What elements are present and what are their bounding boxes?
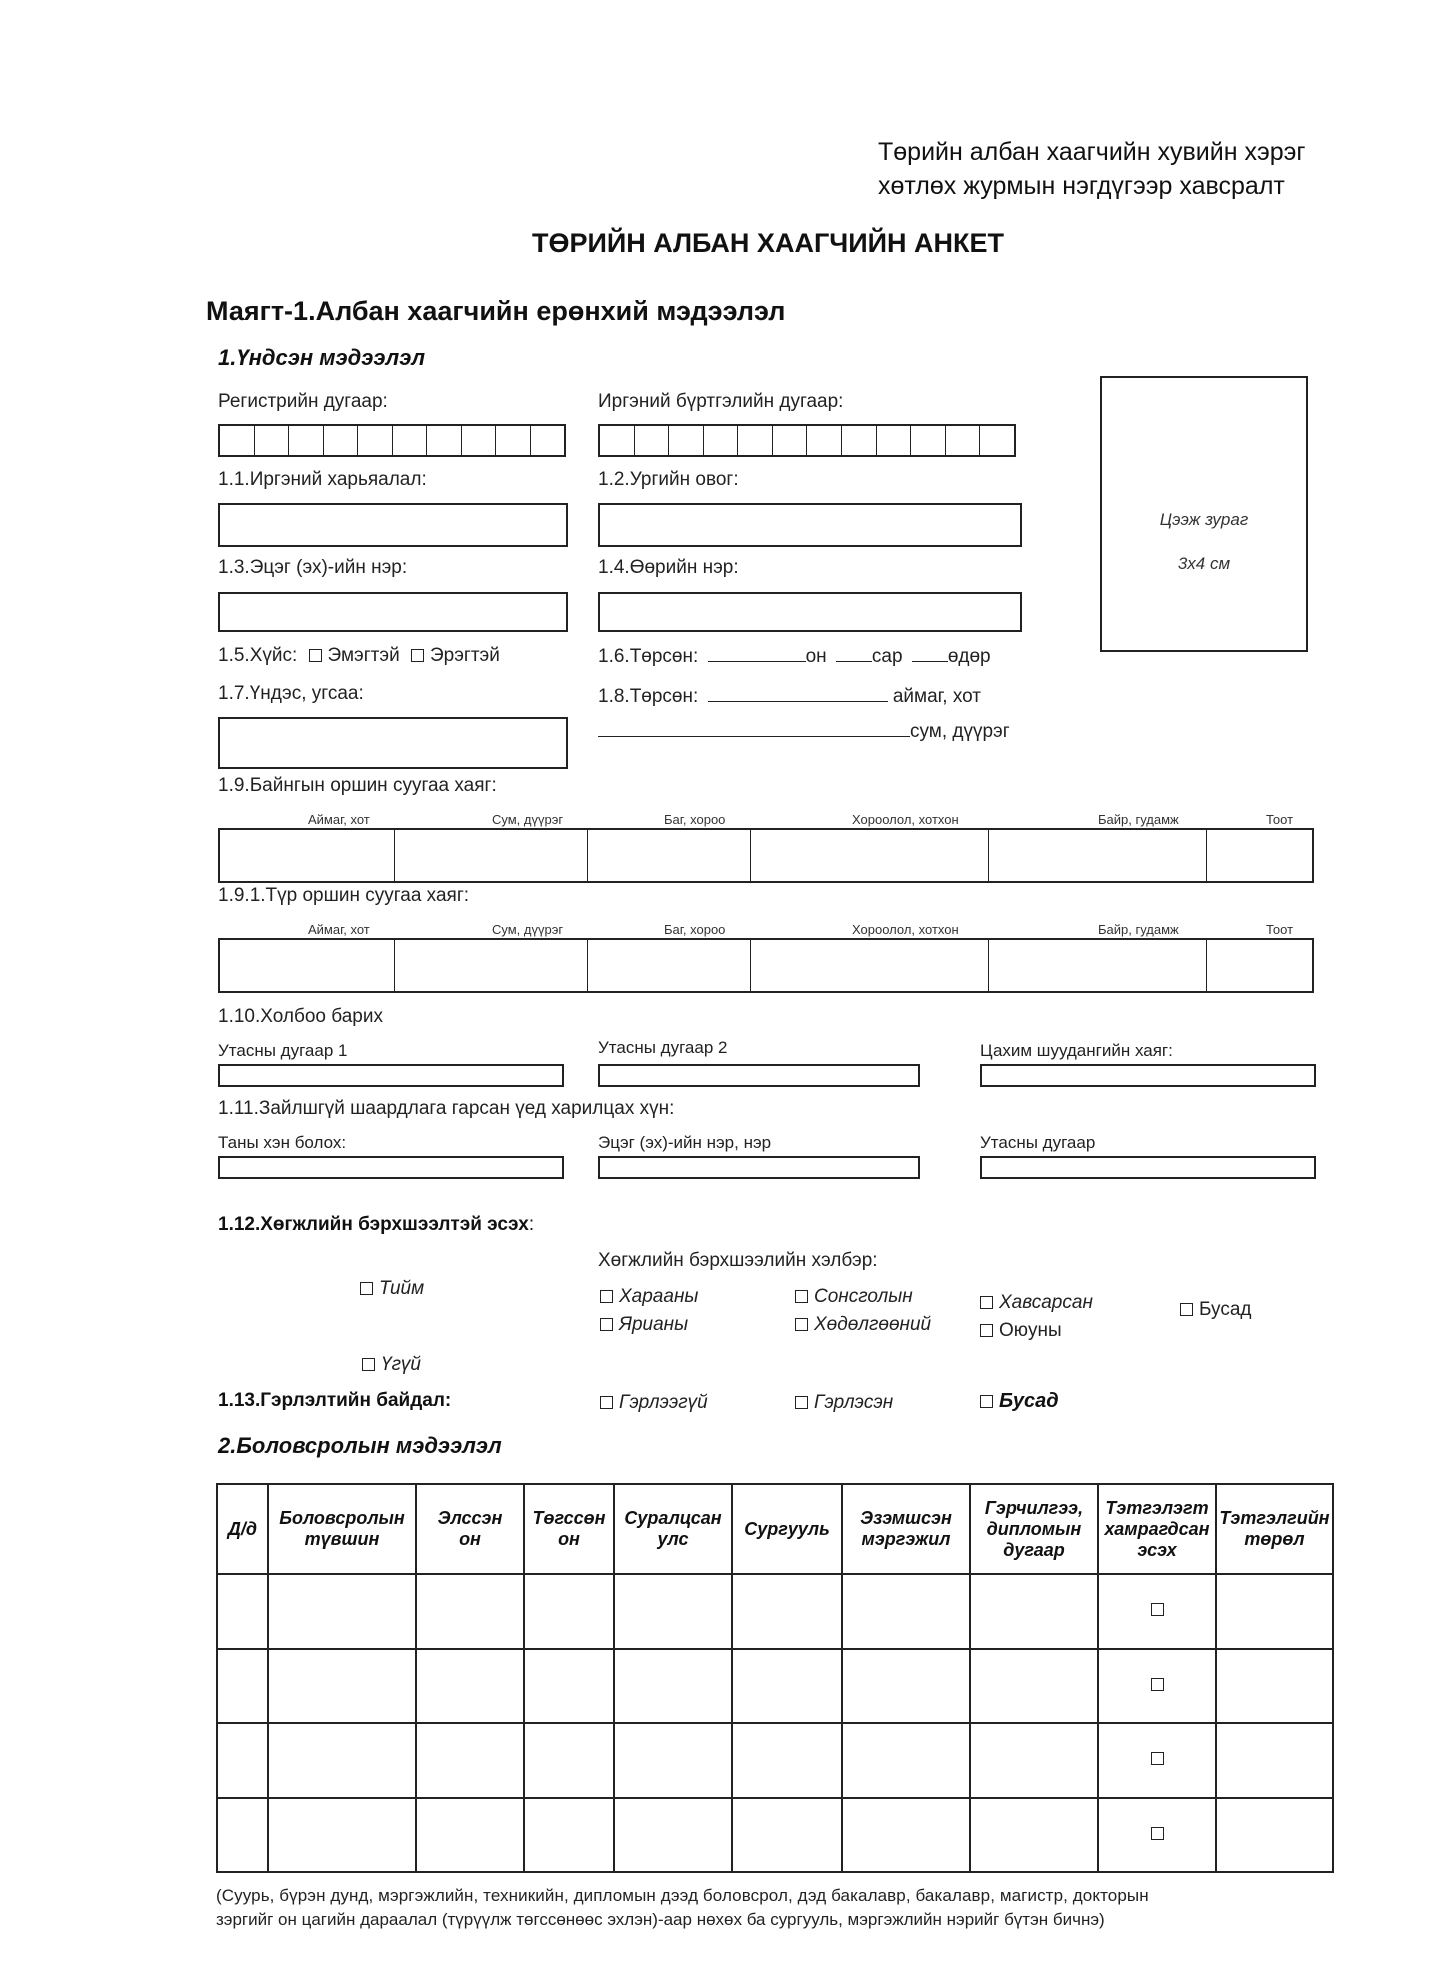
photo-placeholder — [1100, 376, 1308, 652]
birth-place-row — [598, 683, 981, 708]
citizenship-input[interactable] — [218, 503, 568, 547]
scholarship-checkbox[interactable] — [1151, 1752, 1164, 1765]
temp-address-label: 1.9.1.Түр оршин суугаа хаяг: — [218, 885, 470, 906]
col-scholarship-type: Тэтгэлгийн төрөл — [1216, 1484, 1333, 1574]
perm-col-toot: Тоот — [1266, 812, 1294, 827]
disability-mental-option[interactable] — [980, 1320, 1062, 1342]
gender-female-checkbox[interactable] — [309, 649, 322, 662]
disability-yes-option[interactable] — [360, 1278, 424, 1300]
temp-col-sum: Сум, дүүрэг — [492, 922, 564, 937]
perm-col-khoroolol: Хороолол, хотхон — [852, 812, 959, 827]
gender-male-checkbox[interactable] — [411, 649, 424, 662]
form-title: Маягт-1.Албан хаагчийн ерөнхий мэдээлэл — [206, 296, 786, 326]
birth-place-label: 1.8.Төрсөн: — [598, 686, 699, 707]
emergency-name-input[interactable] — [598, 1156, 920, 1179]
emergency-name-label: Эцэг (эх)-ийн нэр, нэр — [598, 1133, 772, 1152]
email-input[interactable] — [980, 1064, 1316, 1087]
table-row — [217, 1649, 1333, 1724]
section2-heading: 2.Боловсролын мэдээлэл — [218, 1433, 502, 1458]
marital-single-label: Гэрлээгүй — [619, 1392, 708, 1413]
register-label: Регистрийн дугаар: — [218, 391, 388, 412]
photo-label: Цээж зураг — [1159, 510, 1249, 529]
page-title: ТӨРИЙН АЛБАН ХААГЧИЙН АНКЕТ — [531, 228, 1005, 258]
temp-col-bair: Байр, гудамж — [1098, 922, 1179, 937]
disability-speech-checkbox[interactable] — [600, 1318, 613, 1331]
register-number-field[interactable] — [218, 424, 566, 457]
own-name-label: 1.4.Өөрийн нэр: — [598, 557, 739, 578]
temp-bag-cell[interactable] — [588, 940, 751, 991]
relation-label: Таны хэн болох: — [218, 1133, 347, 1152]
phone1-input[interactable] — [218, 1064, 564, 1087]
perm-toot-cell[interactable] — [1207, 830, 1312, 881]
father-name-input[interactable] — [218, 592, 568, 632]
relation-input[interactable] — [218, 1156, 564, 1179]
disability-mental-checkbox[interactable] — [980, 1324, 993, 1337]
birth-sum-row — [598, 718, 1010, 743]
email-label: Цахим шуудангийн хаяг: — [980, 1041, 1173, 1060]
disability-other-option[interactable] — [1180, 1299, 1252, 1321]
scholarship-checkbox[interactable] — [1151, 1827, 1164, 1840]
disability-no-option[interactable] — [362, 1354, 421, 1376]
scholarship-checkbox[interactable] — [1151, 1678, 1164, 1691]
disability-mobility-label: Хөдөлгөөний — [814, 1314, 932, 1335]
perm-col-bair: Байр, гудамж — [1098, 812, 1179, 827]
disability-combined-option[interactable] — [980, 1292, 1093, 1314]
temp-toot-cell[interactable] — [1207, 940, 1312, 991]
disability-speech-label: Ярианы — [619, 1314, 689, 1335]
civil-reg-number-field[interactable] — [598, 424, 1016, 457]
birth-aimag-suffix: аймаг, хот — [892, 686, 981, 707]
disability-hearing-label: Сонсголын — [814, 1286, 913, 1307]
disability-combined-label: Хавсарсан — [999, 1292, 1093, 1313]
emergency-contact-label: 1.11.Зайлшгүй шаардлага гарсан үед харилцах хүн: — [218, 1098, 675, 1119]
gender-female-label: Эмэгтэй — [327, 645, 400, 666]
disability-other-checkbox[interactable] — [1180, 1303, 1193, 1316]
section1-heading: 1.Үндсэн мэдээлэл — [218, 345, 426, 370]
disability-speech-option[interactable] — [600, 1314, 688, 1336]
col-number: Д/д — [217, 1484, 268, 1574]
phone1-label: Утасны дугаар 1 — [218, 1041, 348, 1060]
temp-col-aimag: Аймаг, хот — [308, 922, 370, 937]
birth-day-suffix: өдөр — [947, 646, 991, 667]
ethnicity-label: 1.7.Үндэс, угсаа: — [218, 683, 364, 704]
disability-other-label: Бусад — [1199, 1299, 1252, 1320]
ethnicity-input[interactable] — [218, 717, 568, 769]
perm-bag-cell[interactable] — [588, 830, 751, 881]
gender-male-label: Эрэгтэй — [429, 645, 500, 666]
disability-hearing-checkbox[interactable] — [795, 1290, 808, 1303]
birth-day-field[interactable] — [912, 643, 948, 662]
table-row — [217, 1574, 1333, 1649]
marital-married-label: Гэрлэсэн — [814, 1392, 894, 1413]
scholarship-checkbox[interactable] — [1151, 1603, 1164, 1616]
col-entry-year: Элссэн он — [416, 1484, 524, 1574]
disability-hearing-option[interactable] — [795, 1286, 913, 1308]
perm-sum-cell[interactable] — [395, 830, 588, 881]
temp-aimag-cell[interactable] — [220, 940, 395, 991]
col-scholarship: Тэтгэлэгт хамрагдсан эсэх — [1098, 1484, 1216, 1574]
own-name-input[interactable] — [598, 592, 1022, 632]
col-profession: Эзэмшсэн мэргэжил — [842, 1484, 970, 1574]
marital-married-checkbox[interactable] — [795, 1396, 808, 1409]
disability-yes-label: Тийм — [379, 1278, 425, 1299]
birth-aimag-field[interactable] — [708, 683, 888, 702]
birth-year-suffix: он — [805, 646, 827, 667]
birth-year-field[interactable] — [708, 643, 806, 662]
disability-visual-option[interactable] — [600, 1286, 698, 1308]
birth-sum-suffix: сум, дүүрэг — [910, 721, 1010, 742]
marital-other-checkbox[interactable] — [980, 1395, 993, 1408]
education-note-line2: зэргийг он цагийн дараалал (түрүүлж төгссөнөөс эхлэн)-аар нөхөх ба сургууль, мэргэжлийн нэрийг бүтэн бичнэ) — [216, 1910, 1105, 1929]
perm-bair-cell[interactable] — [989, 830, 1207, 881]
education-header-row — [217, 1484, 1333, 1574]
emergency-phone-input[interactable] — [980, 1156, 1316, 1179]
annex-note-line2: хөтлөх журмын нэгдүгээр хавсралт — [878, 172, 1285, 200]
marital-other-option[interactable] — [980, 1390, 1059, 1413]
perm-address-table — [218, 828, 1314, 883]
disability-visual-checkbox[interactable] — [600, 1290, 613, 1303]
perm-khoroolol-cell[interactable] — [751, 830, 989, 881]
disability-yes-checkbox[interactable] — [360, 1282, 373, 1295]
disability-mental-label: Оюуны — [999, 1320, 1062, 1341]
disability-combined-checkbox[interactable] — [980, 1296, 993, 1309]
temp-col-toot: Тоот — [1266, 922, 1294, 937]
temp-address-table — [218, 938, 1314, 993]
birth-date-label: 1.6.Төрсөн: — [598, 646, 699, 667]
father-name-label: 1.3.Эцэг (эх)-ийн нэр: — [218, 557, 408, 578]
marital-single-option[interactable] — [600, 1392, 708, 1414]
temp-khoroolol-cell[interactable] — [751, 940, 989, 991]
disability-colon: : — [528, 1214, 535, 1235]
citizenship-label: 1.1.Иргэний харьяалал: — [218, 469, 427, 490]
clan-name-input[interactable] — [598, 503, 1022, 547]
perm-col-bag: Баг, хороо — [664, 812, 726, 827]
birth-month-field[interactable] — [836, 643, 872, 662]
disability-label: 1.12.Хөгжлийн бэрхшээлтэй эсэх — [218, 1214, 529, 1235]
perm-address-label: 1.9.Байнгын оршин суугаа хаяг: — [218, 775, 497, 796]
temp-col-khoroolol: Хороолол, хотхон — [852, 922, 959, 937]
temp-col-bag: Баг, хороо — [664, 922, 726, 937]
table-row — [217, 1723, 1333, 1798]
clan-label: 1.2.Ургийн овог: — [598, 469, 739, 490]
disability-mobility-option[interactable] — [795, 1314, 931, 1336]
disability-mobility-checkbox[interactable] — [795, 1318, 808, 1331]
phone2-input[interactable] — [598, 1064, 920, 1087]
gender-label: 1.5.Хүйс: — [218, 645, 298, 666]
disability-no-checkbox[interactable] — [362, 1358, 375, 1371]
gender-row — [218, 645, 500, 667]
perm-col-aimag: Аймаг, хот — [308, 812, 370, 827]
table-row — [217, 1798, 1333, 1873]
temp-bair-cell[interactable] — [989, 940, 1207, 991]
birth-sum-field[interactable] — [598, 718, 910, 737]
annex-note-line1: Төрийн албан хаагчийн хувийн хэрэг — [878, 138, 1306, 166]
col-country: Суралцсан улс — [614, 1484, 732, 1574]
photo-size-label: 3х4 см — [1177, 554, 1231, 573]
col-school: Сургууль — [732, 1484, 842, 1574]
col-graduation-year: Төгссөн он — [524, 1484, 614, 1574]
perm-col-sum: Сум, дүүрэг — [492, 812, 564, 827]
temp-sum-cell[interactable] — [395, 940, 588, 991]
birth-date-row — [598, 643, 991, 668]
disability-no-label: Үгүй — [381, 1354, 422, 1375]
education-table — [216, 1483, 1334, 1873]
contact-label: 1.10.Холбоо барих — [218, 1006, 383, 1027]
civil-reg-label: Иргэний бүртгэлийн дугаар: — [598, 391, 844, 412]
disability-row — [218, 1214, 534, 1236]
birth-month-suffix: сар — [871, 646, 903, 667]
col-education-level: Боловсролын түвшин — [268, 1484, 416, 1574]
perm-aimag-cell[interactable] — [220, 830, 395, 881]
marital-single-checkbox[interactable] — [600, 1396, 613, 1409]
marital-married-option[interactable] — [795, 1392, 893, 1414]
phone2-label: Утасны дугаар 2 — [598, 1038, 728, 1057]
col-diploma-number: Гэрчилгээ, дипломын дугаар — [970, 1484, 1098, 1574]
marital-other-label: Бусад — [999, 1390, 1059, 1412]
disability-visual-label: Харааны — [619, 1286, 699, 1307]
disability-type-label: Хөгжлийн бэрхшээлийн хэлбэр: — [598, 1250, 878, 1271]
emergency-phone-label: Утасны дугаар — [980, 1133, 1096, 1152]
marital-label: 1.13.Гэрлэлтийн байдал: — [218, 1390, 452, 1411]
education-note-line1: (Суурь, бүрэн дунд, мэргэжлийн, техникийн, дипломын дээд боловсрол, дэд бакалавр, бакалавр, магистр, докторын — [216, 1886, 1149, 1905]
